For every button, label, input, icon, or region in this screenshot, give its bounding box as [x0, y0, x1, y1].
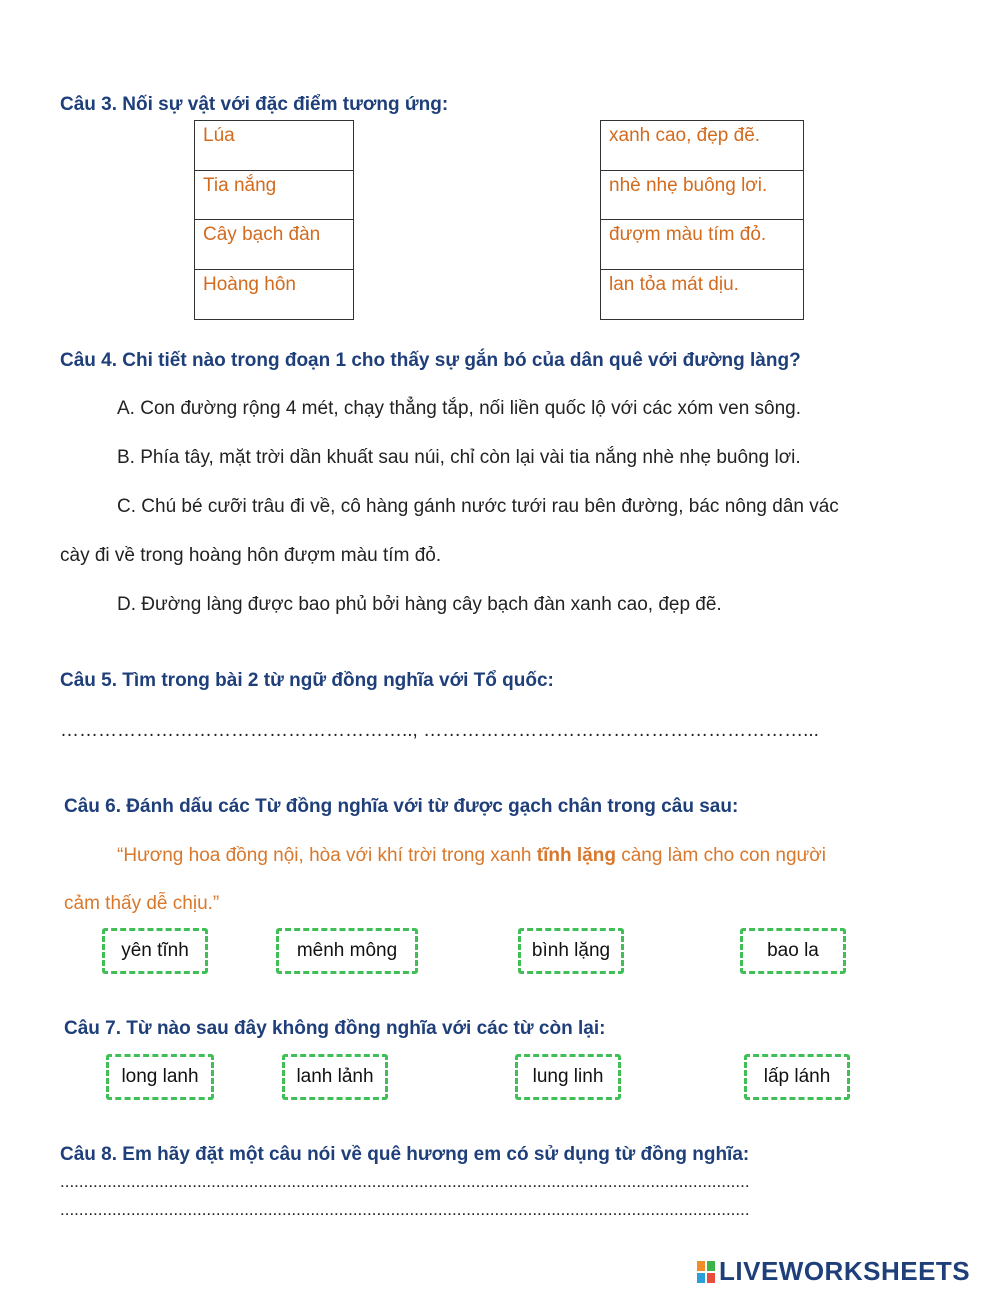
q7-option-chip[interactable]: lung linh	[515, 1054, 621, 1100]
q4-option-b[interactable]: B. Phía tây, mặt trời dần khuất sau núi, chỉ còn lại vài tia nắng nhè nhẹ buông lơi.	[117, 447, 801, 468]
q3-right-item[interactable]: lan tỏa mát dịu.	[600, 269, 804, 320]
q7-option-chip[interactable]: long lanh	[106, 1054, 214, 1100]
q6-option-chip[interactable]: bao la	[740, 928, 846, 974]
q6-quote-end: càng làm cho con người	[615, 845, 826, 866]
q3-right-item[interactable]: xanh cao, đẹp đẽ.	[600, 120, 804, 171]
q5-answer-blank[interactable]: ……………………………………………….., ……………………………………………………...	[60, 720, 819, 741]
q3-right-item[interactable]: đượm màu tím đỏ.	[600, 219, 804, 270]
liveworksheets-logo-icon	[697, 1261, 715, 1283]
q8-answer-line[interactable]: ..................................................................................................................................................	[60, 1172, 750, 1191]
q6-quote-line2: cảm thấy dễ chịu.”	[64, 893, 220, 914]
liveworksheets-logo-text: LIVEWORKSHEETS	[719, 1256, 971, 1286]
q6-title: Câu 6. Đánh dấu các Từ đồng nghĩa với từ được gạch chân trong câu sau:	[64, 796, 739, 817]
q4-option-d[interactable]: D. Đường làng được bao phủ bởi hàng cây bạch đàn xanh cao, đẹp đẽ.	[117, 594, 722, 615]
q8-title: Câu 8. Em hãy đặt một câu nói về quê hương em có sử dụng từ đồng nghĩa:	[60, 1144, 750, 1165]
q6-option-chip[interactable]: mênh mông	[276, 928, 418, 974]
q6-option-chip[interactable]: bình lặng	[518, 928, 624, 974]
q6-quote	[117, 845, 826, 867]
q3-left-item[interactable]: Lúa	[194, 120, 354, 171]
q4-option-a[interactable]: A. Con đường rộng 4 mét, chạy thẳng tắp, nối liền quốc lộ với các xóm ven sông.	[117, 398, 802, 419]
q7-title: Câu 7. Từ nào sau đây không đồng nghĩa với các từ còn lại:	[64, 1018, 606, 1039]
q3-right-item[interactable]: nhè nhẹ buông lơi.	[600, 170, 804, 220]
q5-title: Câu 5. Tìm trong bài 2 từ ngữ đồng nghĩa với Tổ quốc:	[60, 670, 554, 691]
q8-answer-line[interactable]: ..................................................................................................................................................	[60, 1200, 750, 1219]
q7-option-chip[interactable]: lấp lánh	[744, 1054, 850, 1100]
q4-option-c-continued[interactable]: cày đi về trong hoàng hôn đượm màu tím đỏ.	[60, 545, 442, 566]
q3-title: Câu 3. Nối sự vật với đặc điểm tương ứng:	[60, 94, 449, 115]
q7-option-chip[interactable]: lanh lảnh	[282, 1054, 388, 1100]
q4-option-c[interactable]: C. Chú bé cưỡi trâu đi về, cô hàng gánh nước tưới rau bên đường, bác nông dân vác	[117, 496, 839, 517]
q3-left-item[interactable]: Cây bạch đàn	[194, 219, 354, 270]
q6-quote-underlined-word: tĩnh lặng	[536, 845, 616, 866]
q6-option-chip[interactable]: yên tĩnh	[102, 928, 208, 974]
liveworksheets-logo	[697, 1256, 970, 1287]
q3-left-item[interactable]: Tia nắng	[194, 170, 354, 220]
q6-quote-start: “Hương hoa đồng nội, hòa với khí trời trong xanh	[117, 845, 537, 866]
q4-title: Câu 4. Chi tiết nào trong đoạn 1 cho thấy sự gắn bó của dân quê với đường làng?	[60, 350, 801, 371]
q3-left-item[interactable]: Hoàng hôn	[194, 269, 354, 320]
